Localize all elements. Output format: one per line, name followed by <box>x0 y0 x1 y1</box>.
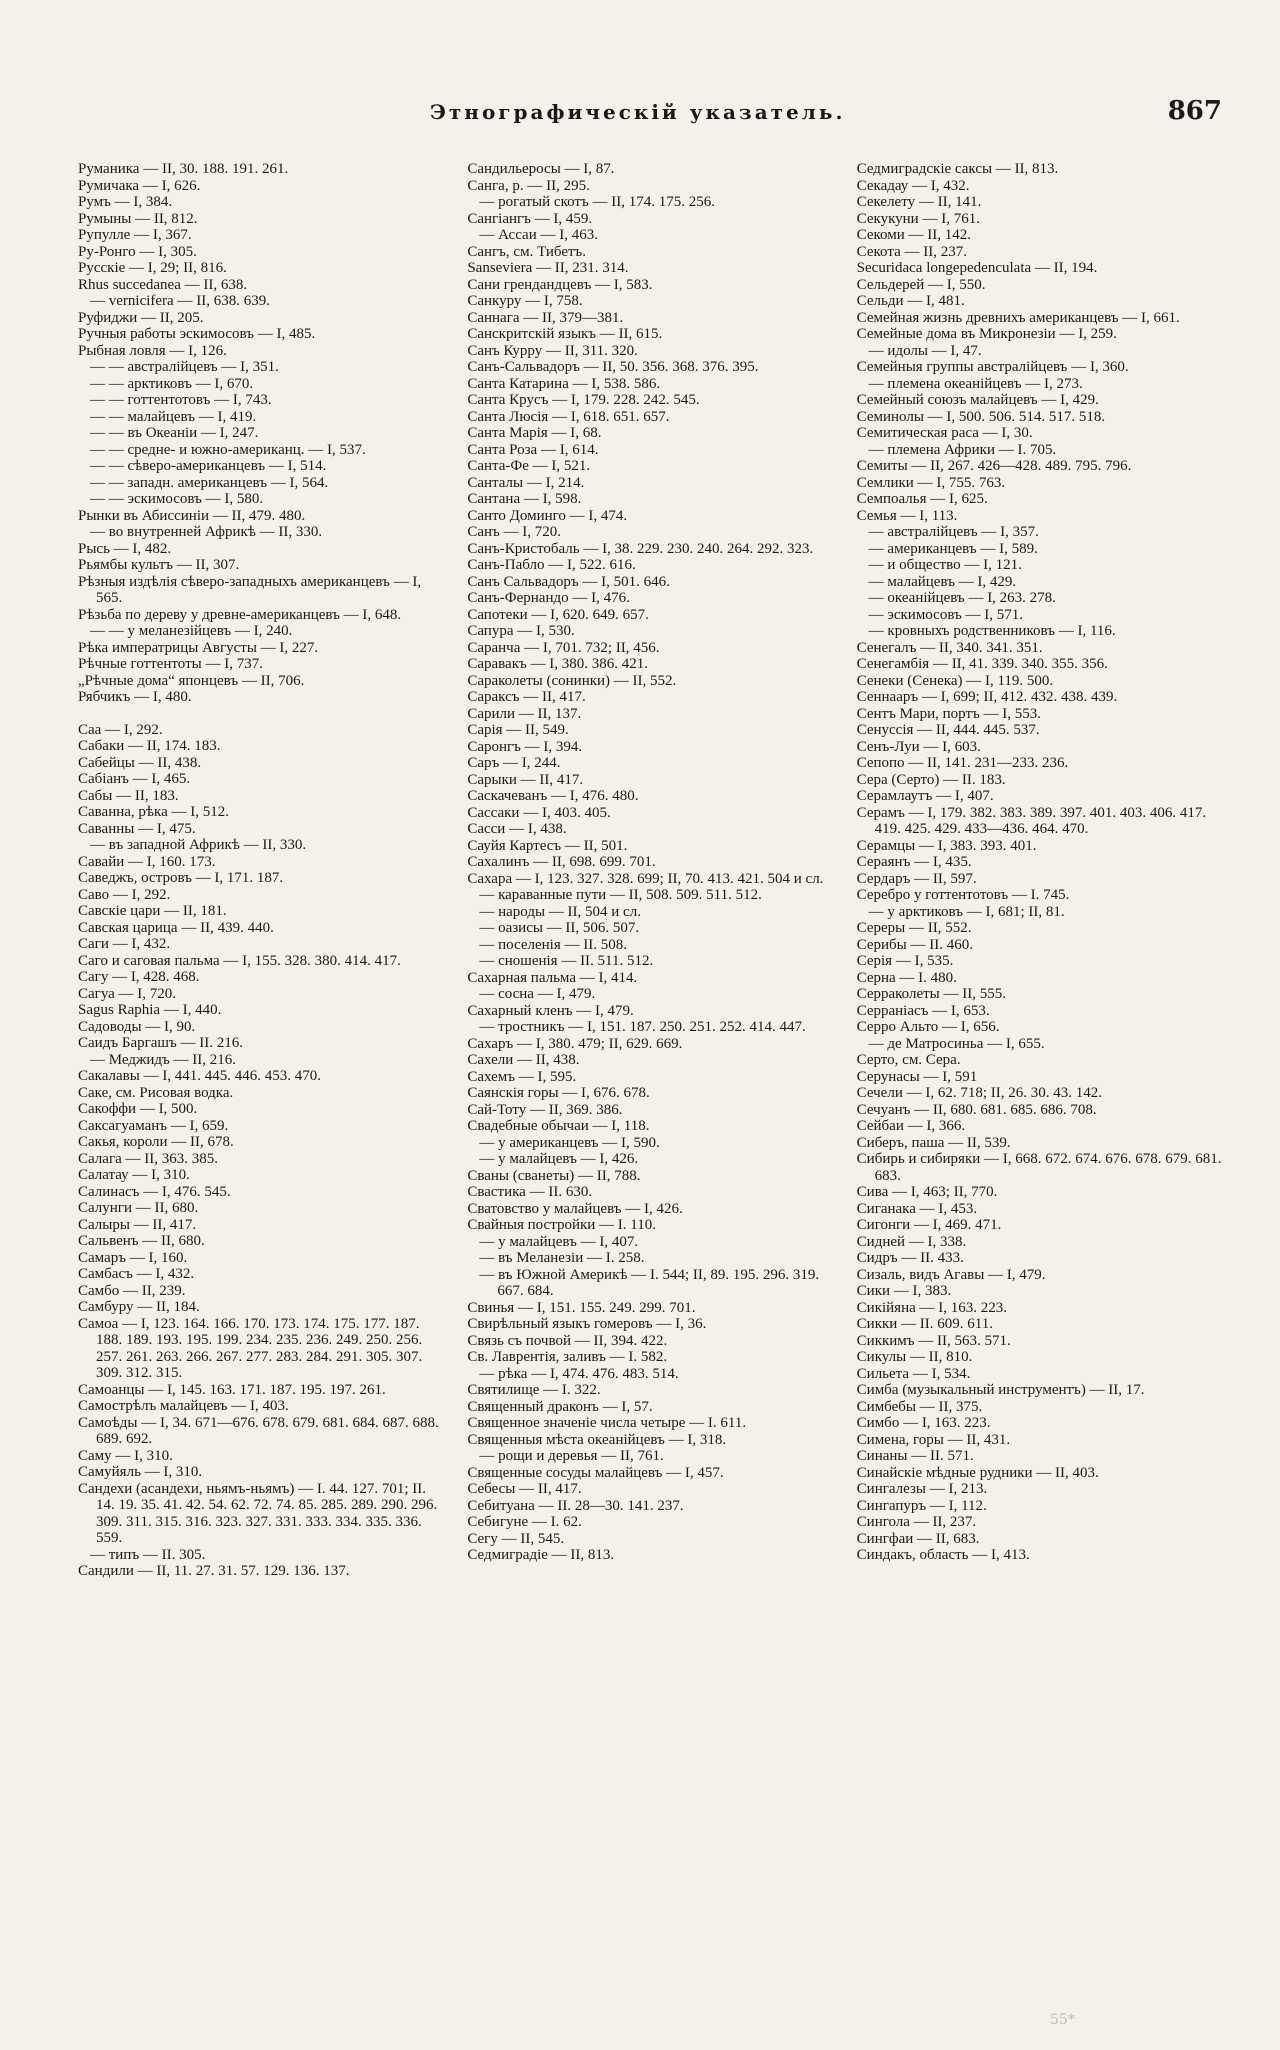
index-entry: Семлики — I, 755. 763. <box>856 474 1006 491</box>
index-entry: Сабы — II, 183. <box>78 787 179 804</box>
index-entry: Семейный союзъ малайцевъ — I, 429. <box>856 392 1099 408</box>
index-entry: Санта-Фе — I, 521. <box>467 458 591 474</box>
index-entry: Румъ — I, 384. <box>78 194 173 210</box>
index-entry: Сабаки — II, 174. 183. <box>78 738 221 754</box>
index-entry: Сидръ — II. 433. <box>856 1250 964 1266</box>
index-entry: Самбо — II, 239. <box>78 1282 186 1299</box>
index-entry: Сахемъ — I, 595. <box>467 1068 577 1085</box>
index-entry: Садоводы — I, 90. <box>78 1018 196 1035</box>
index-entry: Синайскiе мѣдные рудники — II, 403. <box>856 1464 1099 1481</box>
index-entry: Себесы — II, 417. <box>467 1481 582 1497</box>
index-entry: Свинья — I, 151. 155. 249. 299. 701. <box>467 1299 696 1316</box>
index-entry: — — средне- и южно-американц. — I, 537. <box>90 441 366 458</box>
index-entry: Сиккимъ — II, 563. 571. <box>856 1332 1011 1349</box>
index-entry: Санта Марiя — I, 68. <box>467 425 602 441</box>
index-entry <box>78 706 443 722</box>
index-entry: Салага — II, 363. 385. <box>78 1150 218 1167</box>
index-entry: Саги — I, 432. <box>78 936 171 952</box>
index-entry: Сечели — I, 62. 718; II, 26. 30. 43. 142. <box>856 1085 1102 1101</box>
index-entry: Русскiе — I, 29; II, 816. <box>78 260 227 276</box>
index-entry: — у американцевъ — I, 590. <box>479 1134 660 1151</box>
index-entry: Сенеки (Сенека) — I, 119. 500. <box>856 672 1054 689</box>
index-entry: Симбо — I, 163. 223. <box>856 1415 991 1431</box>
index-entry: Сераянъ — I, 435. <box>856 854 972 870</box>
index-entry: Сенуссiя — II, 444. 445. 537. <box>856 722 1040 738</box>
index-entry: Синаны — II. 571. <box>856 1448 974 1464</box>
index-entry: Сапотеки — I, 620. 649. 657. <box>467 606 649 623</box>
index-entry: — — арктиковъ — I, 670. <box>90 375 254 392</box>
index-entry: Саравакъ — I, 380. 386. 421. <box>467 656 648 672</box>
index-entry: Сагуа — I, 720. <box>78 985 177 1002</box>
index-entry: Семейныя группы австралiйцевъ — I, 360. <box>856 359 1129 375</box>
index-entry: Свадебные обычаи — I, 118. <box>467 1118 650 1134</box>
index-entry: Савскiе цари — II, 181. <box>78 903 227 919</box>
index-entry: Священные сосуды малайцевъ — I, 457. <box>467 1464 724 1481</box>
index-entry: Сакоффи — I, 500. <box>78 1101 198 1117</box>
index-entry: — въ Меланезiи — I. 258. <box>479 1250 645 1266</box>
index-entry: — американцевъ — I, 589. <box>868 540 1038 557</box>
index-entry: Рыбная ловля — I, 126. <box>78 342 227 359</box>
index-entry: Священное значенiе числа четыре — I. 611. <box>467 1415 747 1431</box>
index-entry: Секукуни — I, 761. <box>856 210 980 227</box>
index-entry: Святилище — I. 322. <box>467 1382 601 1398</box>
index-entry: Сагу — I, 428. 468. <box>78 969 200 985</box>
index-entry: — Ассаи — I, 463. <box>479 227 598 243</box>
index-entry: Сигонги — I, 469. 471. <box>856 1217 1002 1233</box>
index-entry: Саронгъ — I, 394. <box>467 738 583 755</box>
index-entry: Сингалезы — I, 213. <box>856 1481 988 1497</box>
index-entry: Санто Доминго — I, 474. <box>467 507 628 524</box>
index-entry: Самбасъ — I, 432. <box>78 1266 195 1282</box>
index-entry: Серамъ — I, 179. 382. 383. 389. 397. 401. 403. 406. 417. 419. 425. 429. 433—436. 464. 470. <box>856 804 1207 837</box>
index-entry: Сики — I, 383. <box>856 1283 952 1299</box>
index-entry: Санъ Сальвадоръ — I, 501. 646. <box>467 573 670 590</box>
index-entry: — племена океанiйцевъ — I, 273. <box>868 375 1083 392</box>
index-entry: Саксагуаманъ — I, 659. <box>78 1117 229 1134</box>
index-entry: — — готтентотовъ — I, 743. <box>90 392 272 408</box>
index-entry: Серамлаутъ — I, 407. <box>856 788 994 804</box>
index-entry: Румичака — I, 626. <box>78 177 201 194</box>
index-entry: Rhus succedanea — II, 638. <box>78 276 248 293</box>
index-entry: Серранiасъ — I, 653. <box>856 1002 990 1019</box>
index-entry: — у арктиковъ — I, 681; II, 81. <box>868 903 1065 920</box>
index-entry: Сахели — II, 438. <box>467 1052 580 1068</box>
index-entry: — у малайцевъ — I, 426. <box>479 1151 639 1167</box>
index-entry: Рынки въ Абиссинiи — II, 479. 480. <box>78 507 306 524</box>
index-entry: Серибы — II. 460. <box>856 936 973 953</box>
index-entry: — — малайцевъ — I, 419. <box>90 408 257 425</box>
index-entry: Санта Крусъ — I, 179. 228. 242. 545. <box>467 392 700 408</box>
index-entry: — океанiйцевъ — I, 263. 278. <box>868 590 1056 606</box>
index-entry: Серунасы — I, 591 <box>856 1068 978 1085</box>
index-entry: Сенъ-Луи — I, 603. <box>856 738 981 755</box>
index-entry: Рѣзныя издѣлiя сѣверо-западныхъ американцевъ — I, 565. <box>78 573 422 606</box>
index-entry: Сахарный кленъ — I, 479. <box>467 1002 634 1019</box>
index-entry: Сарыки — II, 417. <box>467 771 584 788</box>
index-entry: Сечуанъ — II, 680. 681. 685. 686. 708. <box>856 1101 1097 1118</box>
index-entry: — — у меланезiйцевъ — I, 240. <box>90 623 293 639</box>
index-entry: Сабiанъ — I, 465. <box>78 771 191 787</box>
index-entry: Сикки — II. 609. 611. <box>856 1316 993 1332</box>
index-entry: Securidaca longepedenculata — II, 194. <box>856 260 1098 276</box>
index-entry: Sanseviera — II, 231. 314. <box>467 260 629 276</box>
index-entry: Сапура — I, 530. <box>467 623 575 639</box>
index-entry: Сепопо — II, 141. 231—233. 236. <box>856 755 1069 771</box>
index-entry: Саранча — I, 701. 732; II, 456. <box>467 639 660 656</box>
index-entry: Серна — I. 480. <box>856 969 957 986</box>
index-entry: Серраколеты — II, 555. <box>856 986 1007 1002</box>
index-entry: Семитическая раса — I, 30. <box>856 425 1033 441</box>
index-entry: Сильета — I, 534. <box>856 1365 971 1382</box>
index-entry: — Меджидъ — II, 216. <box>90 1051 237 1068</box>
index-entry: Саидъ Баргашъ — II. 216. <box>78 1035 243 1051</box>
index-columns <box>78 161 1222 1991</box>
index-entry: Саянскiя горы — I, 676. 678. <box>467 1085 650 1101</box>
index-entry: Саванны — I, 475. <box>78 820 196 837</box>
page-header <box>0 96 1280 140</box>
index-entry: Седмиградiе — II, 813. <box>467 1547 615 1563</box>
index-entry: Санга, р. — II, 295. <box>467 177 590 194</box>
index-entry: Руфиджи — II, 205. <box>78 309 204 326</box>
index-entry: Сахарная пальма — I, 414. <box>467 969 638 986</box>
index-entry: — въ Южной Америкѣ — I. 544; II, 89. 195. 296. 319. 667. 684. <box>479 1266 820 1299</box>
index-entry: Рупулле — I, 367. <box>78 227 192 243</box>
index-entry: Саванна, рѣка — I, 512. <box>78 804 230 820</box>
index-entry: Сакалавы — I, 441. 445. 446. 453. 470. <box>78 1068 322 1084</box>
index-entry: Салинасъ — I, 476. 545. <box>78 1183 231 1200</box>
index-entry: Сиберъ, паша — II, 539. <box>856 1134 1011 1151</box>
index-entry: Сальвенъ — II, 680. <box>78 1233 205 1249</box>
index-entry: — во внутренней Африкѣ — II, 330. <box>90 524 323 540</box>
index-entry: Симена, горы — II, 431. <box>856 1431 1011 1448</box>
index-entry: Сизаль, видъ Агавы — I, 479. <box>856 1266 1046 1283</box>
index-entry: Сибирь и сибиряки — I, 668. 672. 674. 676. 678. 679. 681. 683. <box>856 1151 1222 1184</box>
index-entry: — и общество — I, 121. <box>868 557 1022 573</box>
index-entry: Санта Роза — I, 614. <box>467 441 599 458</box>
index-entry: Самбуру — II, 184. <box>78 1299 200 1315</box>
index-entry: Сасси — I, 438. <box>467 821 567 837</box>
index-entry: Сассаки — I, 403. 405. <box>467 804 611 821</box>
index-entry: Св. Лаврентiя, заливъ — I. 582. <box>467 1349 668 1365</box>
index-entry: Сваны (сванеты) — II, 788. <box>467 1167 641 1184</box>
index-entry: Сватовство у малайцевъ — I, 426. <box>467 1200 683 1217</box>
index-entry: Sagus Raphia — I, 440. <box>78 1002 222 1018</box>
index-entry: Сахалинъ — II, 698. 699. 701. <box>467 854 656 870</box>
page-number: 867 <box>1167 96 1222 126</box>
index-entry: Сандильеросы — I, 87. <box>467 161 615 177</box>
index-entry: Рѣка императрицы Августы — I, 227. <box>78 639 319 656</box>
index-entry: Саму — I, 310. <box>78 1447 173 1464</box>
index-entry: Священныя мѣста океанiйцевъ — I, 318. <box>467 1431 727 1448</box>
index-entry: Самоѣды — I, 34. 671—676. 678. 679. 681. 684. 687. 688. 689. 692. <box>78 1414 439 1447</box>
index-entry: Связь съ почвой — II, 394. 422. <box>467 1332 668 1349</box>
index-entry: Санъ — I, 720. <box>467 524 562 540</box>
index-entry: — — сѣверо-американцевъ — I, 514. <box>90 458 327 474</box>
index-entry: Сива — I, 463; II, 770. <box>856 1184 998 1200</box>
index-entry: Сиганака — I, 453. <box>856 1200 978 1217</box>
index-entry: Сингфаи — II, 683. <box>856 1530 980 1547</box>
index-entry: — — въ Океанiи — I, 247. <box>90 425 259 441</box>
index-entry: Сангъ, см. Тибетъ. <box>467 243 587 260</box>
index-entry: Саръ — I, 244. <box>467 755 561 771</box>
index-entry: Сенегалъ — II, 340. 341. 351. <box>856 639 1043 656</box>
index-entry: — сношенiя — II. 511. 512. <box>479 953 654 969</box>
index-entry: Салыры — II, 417. <box>78 1216 197 1233</box>
index-entry: — кровныхъ родственниковъ — I, 116. <box>868 623 1116 639</box>
index-entry: Румыны — II, 812. <box>78 210 198 227</box>
index-entry: Сентъ Мари, портъ — I, 553. <box>856 705 1041 722</box>
index-entry: Себитуана — II. 28—30. 141. 237. <box>467 1497 684 1514</box>
index-entry: Салатау — I, 310. <box>78 1167 190 1183</box>
index-entry: — — эскимосовъ — I, 580. <box>90 491 264 507</box>
index-entry: Сегу — II, 545. <box>467 1530 565 1547</box>
index-entry: Семья — I, 113. <box>856 507 958 524</box>
index-entry: Сараксъ — II, 417. <box>467 689 586 705</box>
index-entry: Сейбаи — I, 366. <box>856 1118 966 1134</box>
index-entry: Санъ-Кристобаль — I, 38. 229. 230. 240. 264. 292. 323. <box>467 540 814 557</box>
index-entry: Секоми — II, 142. <box>856 227 972 243</box>
index-entry: Саке, см. Рисовая водка. <box>78 1084 234 1101</box>
index-entry: Серро Альто — I, 656. <box>856 1019 1000 1035</box>
index-entry: Себигуне — I. 62. <box>467 1514 582 1530</box>
index-entry: — у малайцевъ — I, 407. <box>479 1233 639 1250</box>
index-entry: Рьямбы культъ — II, 307. <box>78 557 240 573</box>
index-entry: Сидней — I, 338. <box>856 1233 967 1250</box>
index-entry: — въ западной Африкѣ — II, 330. <box>90 837 307 853</box>
index-entry: — — австралiйцевъ — I, 351. <box>90 359 279 375</box>
index-entry: Секелету — II, 141. <box>856 194 982 210</box>
index-entry: Рябчикъ — I, 480. <box>78 689 192 705</box>
index-entry: — типъ — II. 305. <box>90 1546 206 1563</box>
index-entry: Самоанцы — I, 145. 163. 171. 187. 195. 197. 261. <box>78 1381 386 1398</box>
index-entry: — поселенiя — II. 508. <box>479 936 627 953</box>
index-entry: Ручныя работы эскимосовъ — I, 485. <box>78 326 316 342</box>
index-entry: Самуйяль — I, 310. <box>78 1464 203 1480</box>
index-entry: Савайи — I, 160. 173. <box>78 853 216 870</box>
index-entry: Сахаръ — I, 380. 479; II, 629. 669. <box>467 1035 683 1052</box>
index-entry: Сай-Тоту — II, 369. 386. <box>467 1101 623 1118</box>
index-entry: Сикiйяна — I, 163. 223. <box>856 1299 1008 1316</box>
index-entry: Сабейцы — II, 438. <box>78 754 202 771</box>
index-entry: Сарiя — II, 549. <box>467 722 569 738</box>
index-entry: Санъ-Пабло — I, 522. 616. <box>467 557 636 573</box>
index-entry: Санъ-Фернандо — I, 476. <box>467 590 630 606</box>
index-entry: Ру-Ронго — I, 305. <box>78 243 197 260</box>
index-entry: — — западн. американцевъ — I, 564. <box>90 474 329 491</box>
index-entry: — vernicifera — II, 638. 639. <box>90 293 270 309</box>
index-entry: Сандехи (асандехи, ньямъ-ньямъ) — I. 44. 127. 701; II. 14. 19. 35. 41. 42. 54. 62. 72. 74. 85. 285. 289. 290. 296. 309. 311. 315. 316. 323. 327. 331. 333. 334. 335. 336. 559. <box>78 1480 438 1546</box>
index-entry: Саво — I, 292. <box>78 886 171 903</box>
index-entry: Семейная жизнь древнихъ американцевъ — I, 661. <box>856 309 1180 326</box>
index-entry: Салунги — II, 680. <box>78 1200 199 1216</box>
index-entry: — караванные пути — II, 508. 509. 511. 512. <box>479 887 762 903</box>
index-entry: Саа — I, 292. <box>78 721 163 738</box>
index-column-3 <box>857 161 1222 1991</box>
index-entry: — тростникъ — I, 151. 187. 250. 251. 252. 414. 447. <box>479 1019 806 1035</box>
index-entry: Рѣчные готтентоты — I, 737. <box>78 656 263 672</box>
index-entry: Сахара — I, 123. 327. 328. 699; II, 70. 413. 421. 504 и сл. <box>467 870 824 887</box>
index-entry: Самоа — I, 123. 164. 166. 170. 173. 174. 175. 177. 187. 188. 189. 193. 195. 199. 234. 235. 236. 249. 250. 256. 257. 261. 263. 266. 267. 277. 283. 284. 291. 305. 307. 309. 312. 315. <box>78 1315 423 1381</box>
index-entry: Савская царица — II, 439. 440. <box>78 919 274 936</box>
index-entry: Рѣзьба по дереву у древне-американцевъ — I, 648. <box>78 606 402 623</box>
index-entry: Саннага — II, 379—381. <box>467 309 624 326</box>
index-entry: Симбебы — II, 375. <box>856 1398 983 1415</box>
index-entry: Сельди — I, 481. <box>856 293 965 309</box>
index-entry: — рогатый скотъ — II, 174. 175. 256. <box>479 194 715 210</box>
index-entry: Сикулы — II, 810. <box>856 1349 973 1365</box>
index-entry: Сангiангъ — I, 459. <box>467 210 593 227</box>
index-entry: Санталы — I, 214. <box>467 474 585 491</box>
signature-mark: 55* <box>1050 2012 1075 2028</box>
index-entry: — рѣка — I, 474. 476. 483. 514. <box>479 1365 679 1382</box>
page-title: Этнографическiй указатель. <box>430 100 846 124</box>
index-entry: Саго и саговая пальма — I, 155. 328. 380. 414. 417. <box>78 952 401 969</box>
index-entry: Санта Катарина — I, 538. 586. <box>467 375 661 392</box>
index-entry: Санъ Курру — II, 311. 320. <box>467 342 638 359</box>
index-entry: — рощи и деревья — II, 761. <box>479 1448 664 1464</box>
index-entry: Самаръ — I, 160. <box>78 1249 188 1266</box>
index-column-2 <box>467 161 832 1991</box>
index-entry: — племена Африки — I. 705. <box>868 441 1057 458</box>
index-entry: Сера (Серто) — II. 183. <box>856 771 1006 788</box>
index-entry: Семейные дома въ Микронезiи — I, 259. <box>856 326 1117 342</box>
index-entry: Серебро у готтентотовъ — I. 745. <box>856 887 1070 903</box>
index-column-1 <box>78 161 443 1991</box>
index-entry: Самострѣлъ малайцевъ — I, 403. <box>78 1398 289 1414</box>
index-entry: Симба (музыкальный инструментъ) — II, 17. <box>856 1382 1145 1398</box>
index-entry: Санскритскiй языкъ — II, 615. <box>467 326 663 342</box>
index-entry: — эскимосовъ — I, 571. <box>868 606 1024 623</box>
index-entry: Секота — II, 237. <box>856 243 967 260</box>
index-entry: Сереры — II, 552. <box>856 920 972 936</box>
index-entry: — австралiйцевъ — I, 357. <box>868 524 1039 540</box>
index-entry: Санъ-Сальвадоръ — II, 50. 356. 368. 376. 395. <box>467 359 759 375</box>
index-entry: Сантана — I, 598. <box>467 491 582 507</box>
index-entry: Сеннааръ — I, 699; II, 412. 432. 438. 439. <box>856 689 1118 705</box>
index-entry: Семиты — II, 267. 426—428. 489. 795. 796. <box>856 458 1132 474</box>
index-entry: Сенегамбiя — II, 41. 339. 340. 355. 356. <box>856 656 1108 672</box>
index-entry: — де Матросиньа — I, 655. <box>868 1035 1045 1052</box>
index-entry: Сингола — II, 237. <box>856 1514 977 1530</box>
index-entry: Рысь — I, 482. <box>78 540 172 557</box>
index-entry: Сердаръ — II, 597. <box>856 870 977 887</box>
index-entry: Саскачеванъ — I, 476. 480. <box>467 788 639 804</box>
index-entry: Сельдерей — I, 550. <box>856 276 986 293</box>
index-entry: Сараколеты (сонинки) — II, 552. <box>467 672 677 689</box>
index-entry: Синдакъ, область — I, 413. <box>856 1547 1030 1563</box>
index-entry: Свайныя постройки — I. 110. <box>467 1217 656 1233</box>
index-entry: — сосна — I, 479. <box>479 986 596 1002</box>
index-entry: Свастика — II. 630. <box>467 1184 593 1200</box>
index-entry: Семинолы — I, 500. 506. 514. 517. 518. <box>856 408 1106 425</box>
index-entry: Санкуру — I, 758. <box>467 293 583 309</box>
index-entry: Сауйя Картесъ — II, 501. <box>467 837 628 854</box>
index-entry: Семпоалья — I, 625. <box>856 491 988 507</box>
index-entry: — оазисы — II, 506. 507. <box>479 920 640 936</box>
index-entry: Сани грендандцевъ — I, 583. <box>467 276 653 293</box>
index-entry: Свирѣльный языкъ гомеровъ — I, 36. <box>467 1316 707 1332</box>
index-entry: Серiя — I, 535. <box>856 953 954 969</box>
index-entry: „Рѣчные дома“ японцевъ — II, 706. <box>78 672 305 689</box>
index-entry: — народы — II, 504 и сл. <box>479 903 641 920</box>
index-entry: Секадау — I, 432. <box>856 177 970 194</box>
index-entry: Сарили — II, 137. <box>467 705 582 722</box>
index-entry: Серамцы — I, 383. 393. 401. <box>856 837 1037 854</box>
index-entry: — малайцевъ — I, 429. <box>868 573 1017 590</box>
index-entry: — идолы — I, 47. <box>868 342 982 359</box>
index-entry: Сандили — II, 11. 27. 31. 57. 129. 136. 137. <box>78 1563 350 1579</box>
index-entry: Сакья, короли — II, 678. <box>78 1134 234 1150</box>
index-entry: Серто, см. Сера. <box>856 1052 961 1068</box>
index-entry: Священный драконъ — I, 57. <box>467 1398 653 1415</box>
index-entry: Саведжъ, островъ — I, 171. 187. <box>78 870 284 886</box>
index-entry: Санта Люсiя — I, 618. 651. 657. <box>467 408 670 425</box>
index-entry: Сингапуръ — I, 112. <box>856 1497 987 1514</box>
index-entry: Седмиградскiе саксы — II, 813. <box>856 161 1059 177</box>
index-entry: Руманика — II, 30. 188. 191. 261. <box>78 161 289 177</box>
